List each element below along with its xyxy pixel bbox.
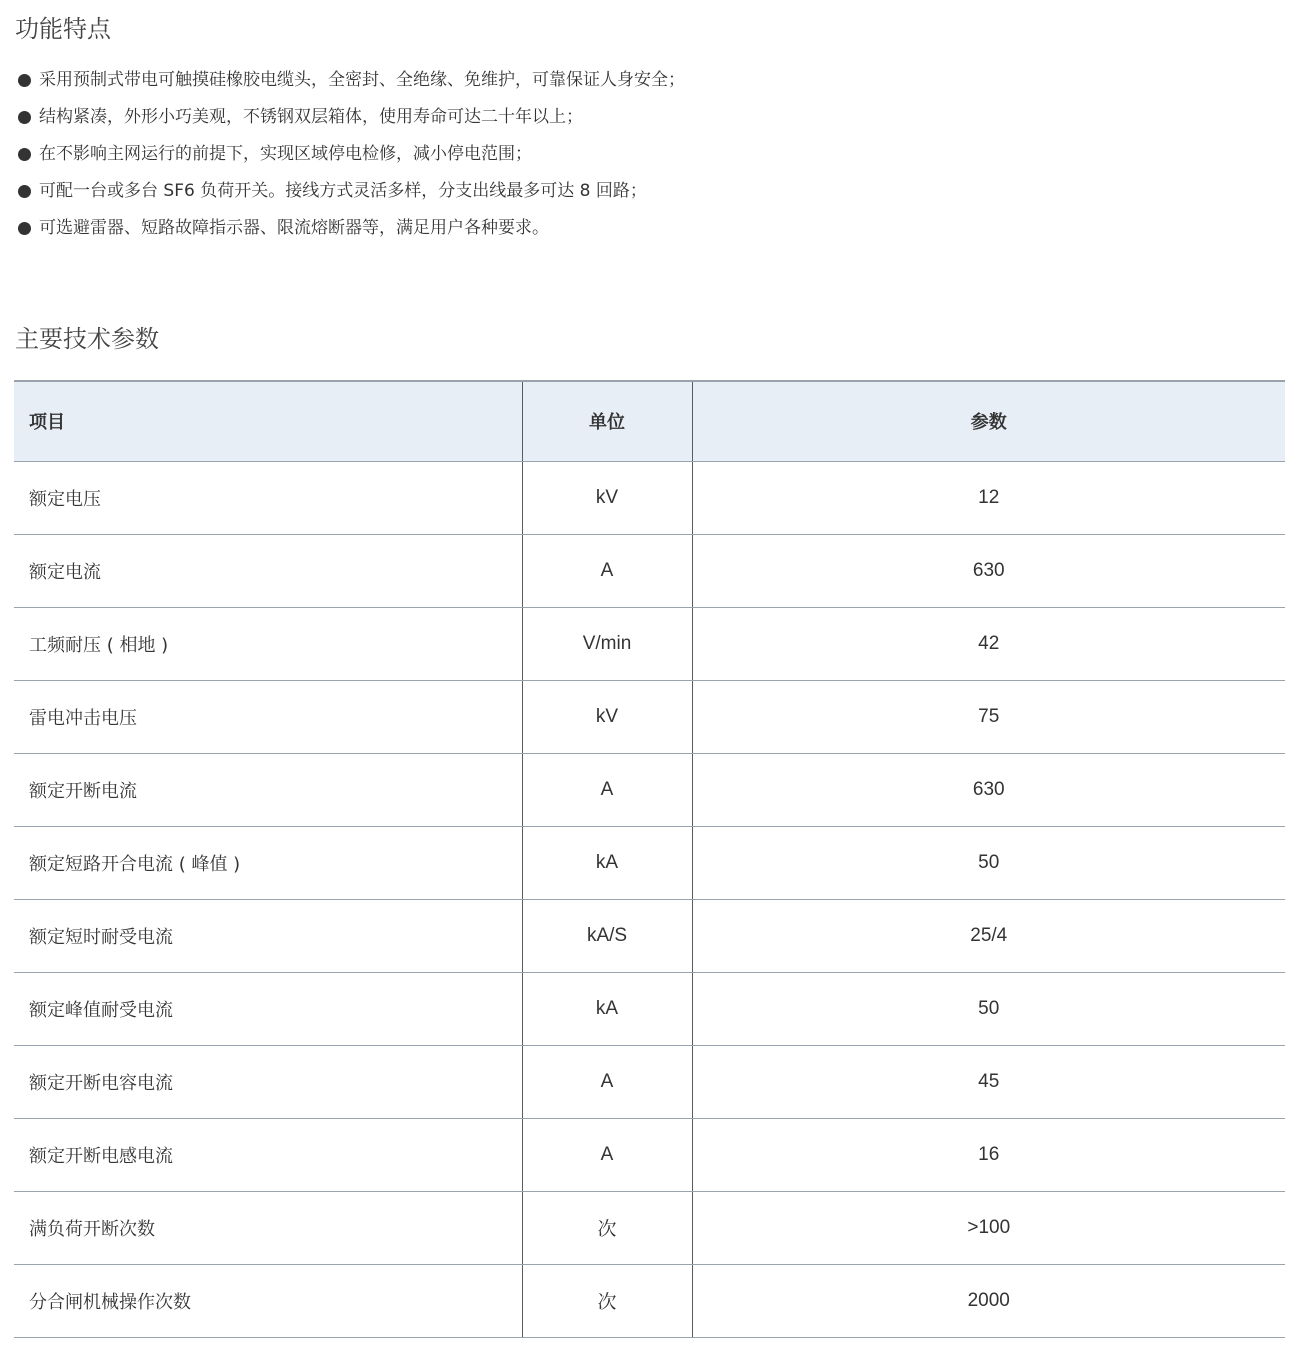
cell-unit: kV xyxy=(522,461,692,534)
cell-unit: 次 xyxy=(522,1191,692,1264)
table-row xyxy=(14,607,1285,680)
cell-item: 额定短路开合电流 ( 峰值 ) xyxy=(14,826,522,899)
header-row xyxy=(14,381,1285,461)
table-row xyxy=(14,680,1285,753)
bullet-dot-icon xyxy=(18,185,31,198)
cell-item: 分合闸机械操作次数 xyxy=(14,1264,522,1337)
bullet-dot-icon xyxy=(18,222,31,235)
table-row xyxy=(14,534,1285,607)
cell-param: 25/4 xyxy=(692,899,1285,972)
cell-item: 额定开断电容电流 xyxy=(14,1045,522,1118)
cell-item: 额定开断电感电流 xyxy=(14,1118,522,1191)
cell-param: 50 xyxy=(692,972,1285,1045)
cell-param: 12 xyxy=(692,461,1285,534)
cell-item: 额定短时耐受电流 xyxy=(14,899,522,972)
features-title: 功能特点 xyxy=(15,15,111,43)
cell-unit: 次 xyxy=(522,1264,692,1337)
cell-param: 630 xyxy=(692,753,1285,826)
bullet-dot-icon xyxy=(18,74,31,87)
cell-item: 雷电冲击电压 xyxy=(14,680,522,753)
feature-text: 可选避雷器、短路故障指示器、限流熔断器等，满足用户各种要求。 xyxy=(39,218,549,238)
feature-item xyxy=(15,62,685,99)
cell-unit: V/min xyxy=(522,607,692,680)
table-row xyxy=(14,899,1285,972)
feature-text: 结构紧凑，外形小巧美观，不锈钢双层箱体，使用寿命可达二十年以上； xyxy=(39,107,583,127)
cell-unit: kA/S xyxy=(522,899,692,972)
cell-param: 16 xyxy=(692,1118,1285,1191)
header-unit: 单位 xyxy=(522,381,692,461)
feature-text: 采用预制式带电可触摸硅橡胶电缆头，全密封、全绝缘、免维护，可靠保证人身安全； xyxy=(39,70,685,90)
header-item: 项目 xyxy=(14,381,522,461)
table-row xyxy=(14,972,1285,1045)
cell-unit: kA xyxy=(522,826,692,899)
table-row xyxy=(14,1191,1285,1264)
table-row xyxy=(14,1045,1285,1118)
table-row xyxy=(14,753,1285,826)
spec-table-body xyxy=(14,461,1285,1337)
feature-item xyxy=(15,99,685,136)
table-row xyxy=(14,826,1285,899)
cell-item: 满负荷开断次数 xyxy=(14,1191,522,1264)
feature-item xyxy=(15,136,685,173)
feature-text: 可配一台或多台 SF6 负荷开关。接线方式灵活多样，分支出线最多可达 8 回路； xyxy=(39,181,647,201)
table-row xyxy=(14,1118,1285,1191)
cell-unit: A xyxy=(522,1118,692,1191)
spec-table-header xyxy=(14,381,1285,461)
spec-table xyxy=(14,380,1285,1338)
cell-item: 额定电流 xyxy=(14,534,522,607)
feature-item xyxy=(15,210,685,247)
feature-item xyxy=(15,173,685,210)
feature-list xyxy=(15,62,685,247)
bullet-dot-icon xyxy=(18,111,31,124)
feature-text: 在不影响主网运行的前提下，实现区域停电检修，减小停电范围； xyxy=(39,144,532,164)
cell-item: 额定峰值耐受电流 xyxy=(14,972,522,1045)
cell-item: 额定电压 xyxy=(14,461,522,534)
cell-param: 630 xyxy=(692,534,1285,607)
cell-unit: kA xyxy=(522,972,692,1045)
cell-unit: A xyxy=(522,1045,692,1118)
cell-unit: kV xyxy=(522,680,692,753)
cell-param: 45 xyxy=(692,1045,1285,1118)
cell-unit: A xyxy=(522,753,692,826)
header-param: 参数 xyxy=(692,381,1285,461)
bullet-dot-icon xyxy=(18,148,31,161)
cell-param: 2000 xyxy=(692,1264,1285,1337)
cell-param: 42 xyxy=(692,607,1285,680)
cell-item: 工频耐压 ( 相地 ) xyxy=(14,607,522,680)
cell-unit: A xyxy=(522,534,692,607)
cell-param: 50 xyxy=(692,826,1285,899)
table-row xyxy=(14,461,1285,534)
cell-item: 额定开断电流 xyxy=(14,753,522,826)
cell-param: >100 xyxy=(692,1191,1285,1264)
specs-title: 主要技术参数 xyxy=(15,325,159,353)
table-row xyxy=(14,1264,1285,1337)
cell-param: 75 xyxy=(692,680,1285,753)
